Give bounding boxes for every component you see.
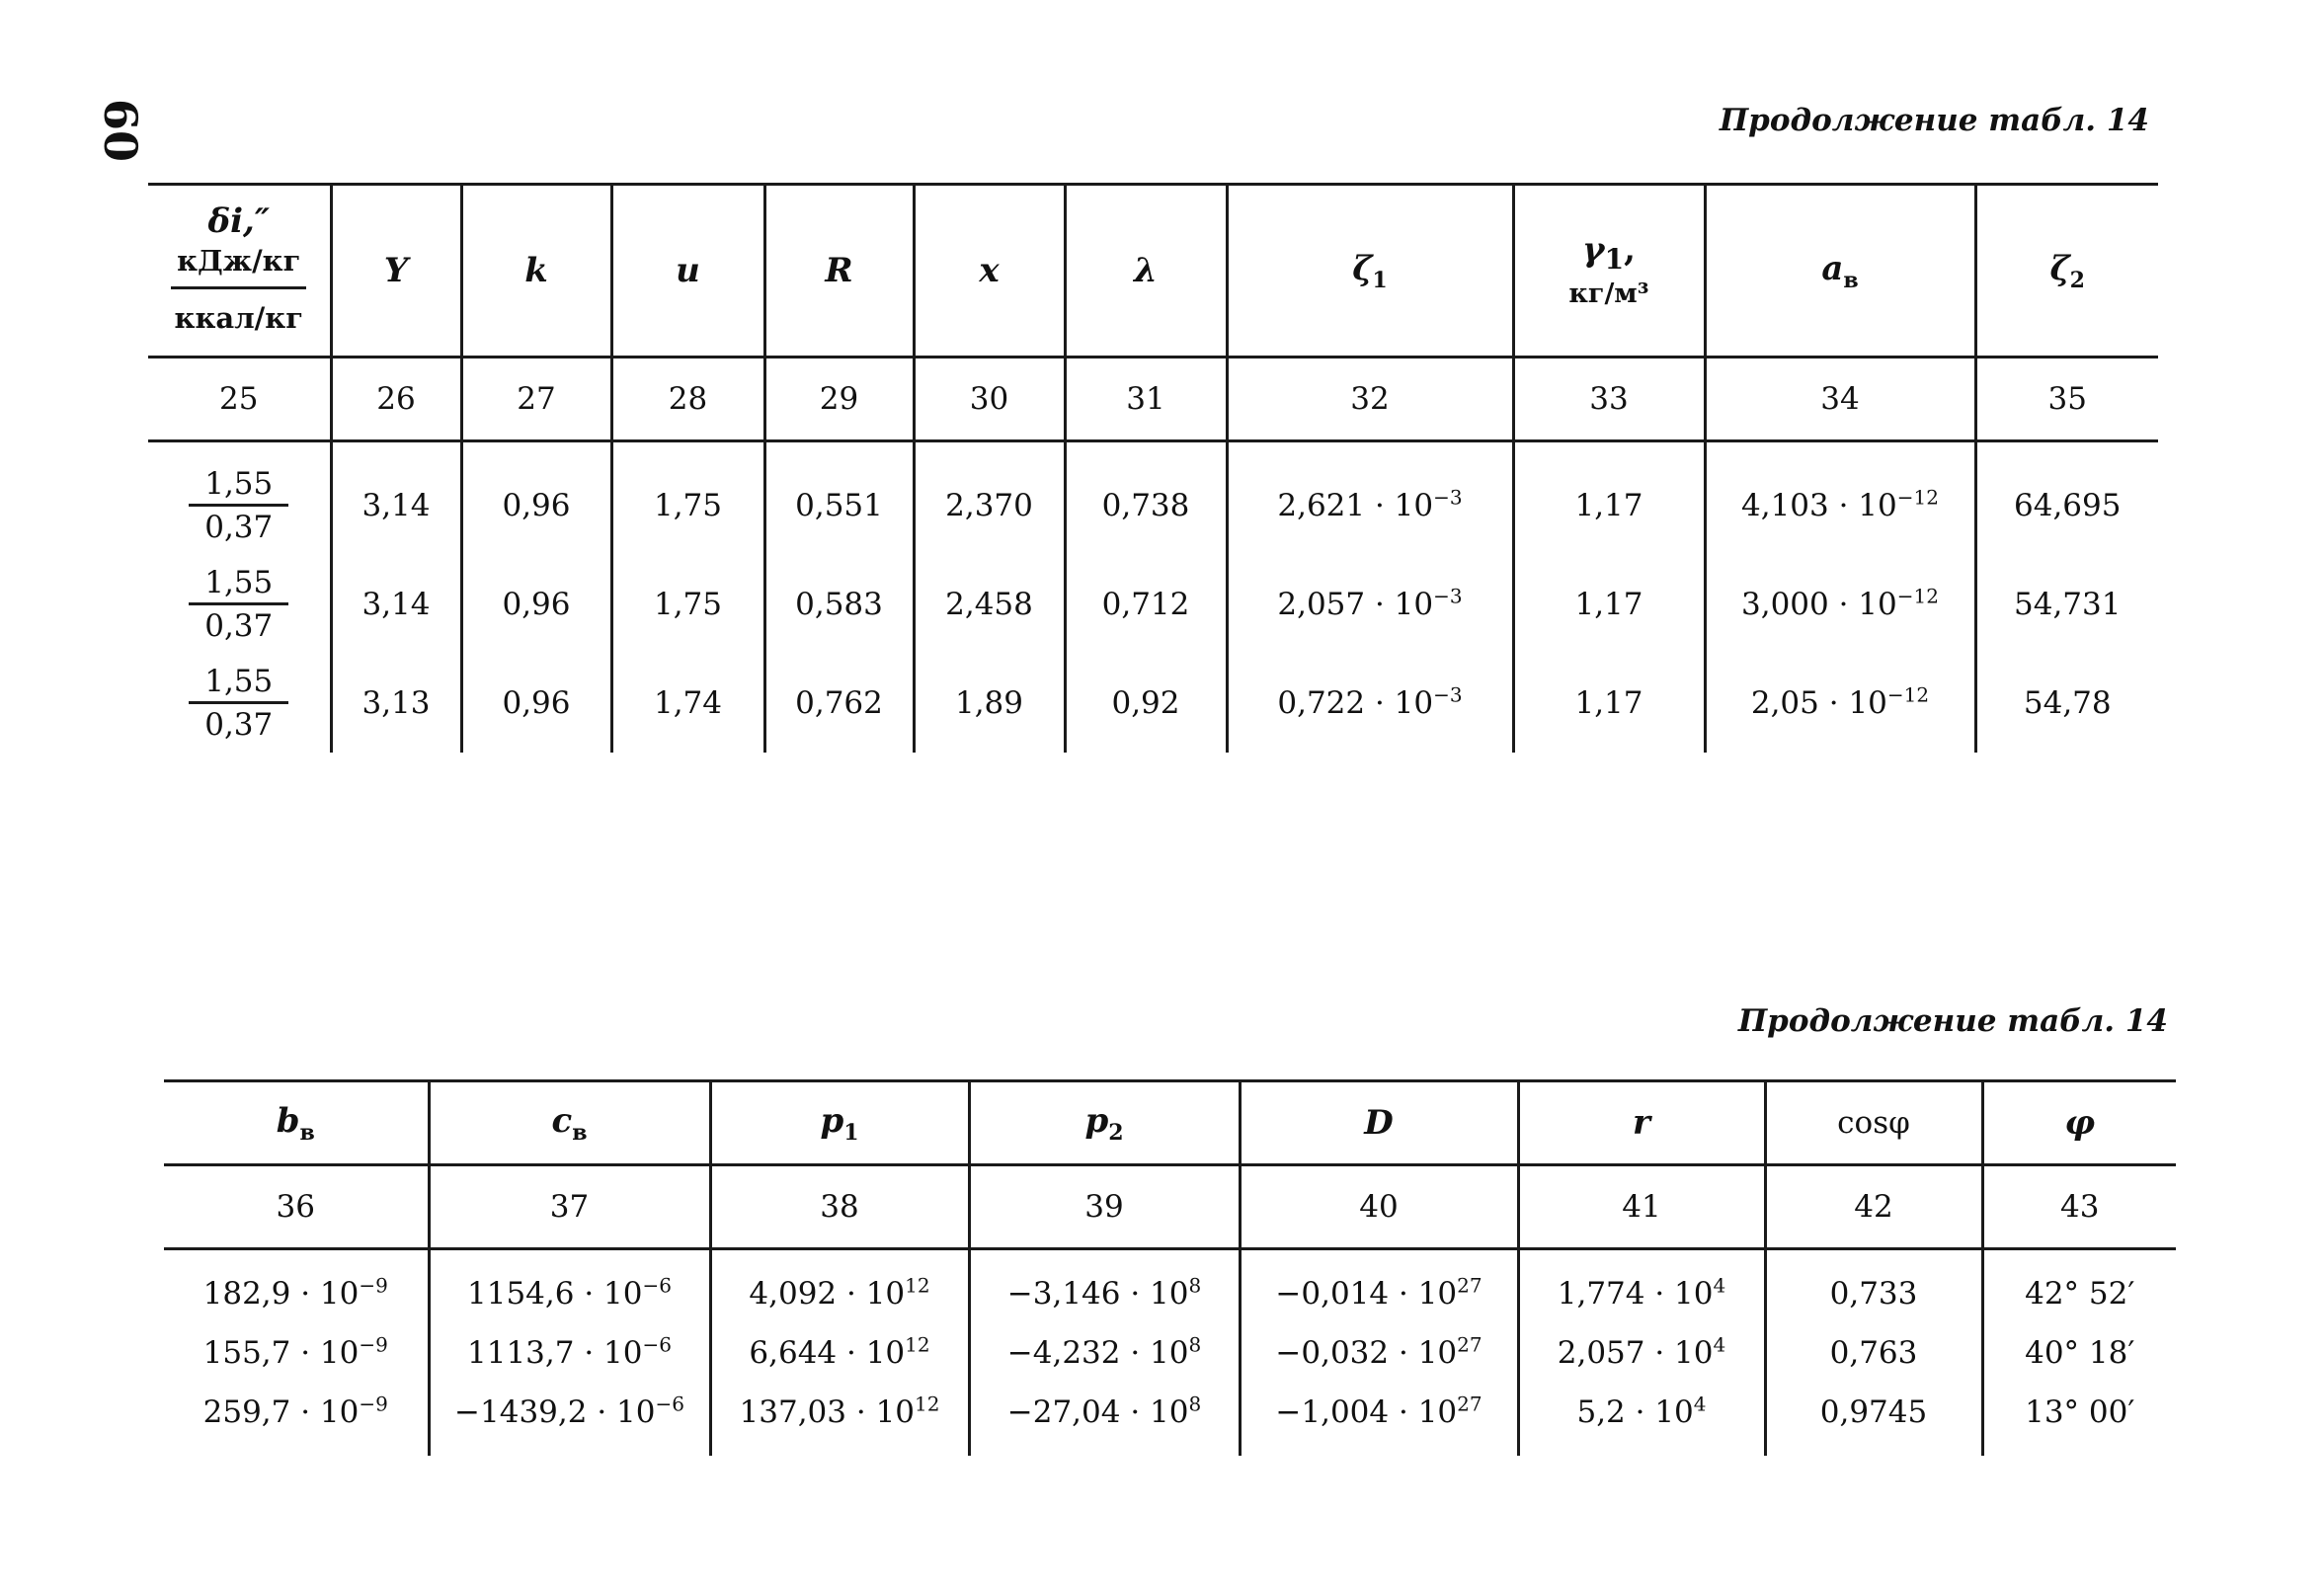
value-exponent: 12 — [905, 1273, 930, 1298]
value-exponent: −12 — [1896, 584, 1939, 608]
table-cell — [1705, 456, 1975, 555]
exponent-value — [1277, 584, 1463, 622]
table-cell — [1765, 1323, 1982, 1383]
value-base: 259,7 · 10 — [202, 1394, 360, 1430]
table-cell — [1065, 456, 1227, 555]
table-cell — [1705, 555, 1975, 654]
value-exponent: −3 — [1433, 485, 1463, 510]
header-cell — [1765, 1081, 1982, 1165]
value-base: −0,014 · 10 — [1275, 1276, 1458, 1312]
table-cell — [1240, 1383, 1518, 1442]
table-cell — [1240, 1264, 1518, 1323]
table-cell — [914, 456, 1065, 555]
table-cell — [1975, 456, 2158, 555]
page-number: 60 — [94, 99, 147, 163]
header-symbol — [551, 1100, 588, 1146]
table-cell — [969, 1383, 1240, 1442]
value-exponent: 4 — [1693, 1392, 1707, 1416]
exponent-value — [467, 1332, 672, 1371]
table-cell — [1513, 456, 1705, 555]
value-text: 3,13 — [361, 685, 431, 721]
value-text: 0,763 — [1829, 1335, 1918, 1371]
value-text: 0,583 — [795, 587, 883, 622]
value-text: 0,551 — [795, 488, 883, 523]
header-delta-i — [148, 201, 330, 341]
value-base: 1113,7 · 10 — [467, 1335, 643, 1371]
header-symbol — [825, 251, 852, 290]
symbol-subscript: в — [572, 1119, 588, 1146]
table-cell — [331, 654, 461, 753]
header-symbol — [1582, 230, 1636, 279]
exponent-value — [1277, 682, 1463, 721]
column-number: 27 — [461, 358, 611, 441]
value-base: −0,032 · 10 — [1275, 1335, 1458, 1371]
table-cell — [429, 1323, 710, 1383]
value-exponent: −9 — [359, 1332, 388, 1357]
value-exponent: 4 — [1713, 1332, 1726, 1357]
value-text: 3,14 — [361, 488, 431, 523]
exponent-value — [1741, 584, 1939, 622]
table-row — [148, 456, 2158, 555]
symbol-letter: p — [1084, 1100, 1109, 1141]
value-exponent: 27 — [1457, 1392, 1483, 1416]
value-text: 1,75 — [653, 488, 723, 523]
value-base: 6,644 · 10 — [749, 1335, 906, 1371]
header-cell — [1705, 185, 1975, 358]
header-cell — [969, 1081, 1240, 1165]
value-exponent: −12 — [1886, 682, 1930, 707]
symbol-suffix: , — [1624, 229, 1636, 270]
value-base: 1,774 · 10 — [1557, 1276, 1714, 1312]
fraction — [189, 563, 288, 647]
header-unit-bottom: ккал/кг — [174, 300, 303, 335]
symbol-subscript: в — [1843, 267, 1859, 293]
header-cell — [1240, 1081, 1518, 1165]
table-cell — [710, 1383, 969, 1442]
table-cell — [164, 1383, 429, 1442]
table-1-caption: Продолжение табл. 14 — [1719, 103, 2149, 138]
header-unit-top: кДж/кг — [171, 241, 306, 289]
table-row — [164, 1264, 2176, 1323]
header-symbol — [276, 1100, 315, 1146]
value-text: 0,733 — [1829, 1276, 1918, 1312]
table-cell — [461, 555, 611, 654]
header-symbol — [820, 1100, 859, 1146]
value-exponent: −3 — [1433, 584, 1463, 608]
column-number: 31 — [1065, 358, 1227, 441]
value-base: −1439,2 · 10 — [454, 1394, 656, 1430]
table-cell — [429, 1264, 710, 1323]
exponent-value — [1741, 485, 1939, 523]
table-cell — [611, 456, 764, 555]
table-1-header-row — [148, 185, 2158, 358]
fraction-denominator: 0,37 — [204, 607, 274, 644]
value-exponent: 27 — [1457, 1332, 1483, 1357]
header-cell — [1518, 1081, 1765, 1165]
value-text: 1,89 — [954, 685, 1024, 721]
exponent-value — [1275, 1332, 1483, 1371]
value-exponent: −6 — [642, 1273, 672, 1298]
symbol-letter: D — [1364, 1103, 1394, 1143]
column-number: 30 — [914, 358, 1065, 441]
table-row — [164, 1383, 2176, 1442]
symbol-letter: ζ — [2049, 248, 2070, 288]
exponent-value — [1750, 682, 1930, 721]
table-cell — [1518, 1323, 1765, 1383]
table-cell — [1705, 654, 1975, 753]
value-exponent: 8 — [1188, 1392, 1202, 1416]
header-symbol — [1084, 1100, 1124, 1146]
symbol-subscript: 1 — [843, 1119, 859, 1146]
value-base: 3,000 · 10 — [1741, 587, 1897, 622]
column-number: 38 — [710, 1165, 969, 1249]
value-text: 2,370 — [945, 488, 1033, 523]
value-text: 42° 52′ — [2025, 1276, 2135, 1312]
table-cell — [1982, 1264, 2176, 1323]
value-text: 1,74 — [653, 685, 723, 721]
table-cell — [331, 456, 461, 555]
header-cell — [429, 1081, 710, 1165]
value-exponent: −3 — [1433, 682, 1463, 707]
symbol-letter: b — [276, 1100, 300, 1141]
exponent-value — [467, 1273, 672, 1312]
fraction-denominator: 0,37 — [204, 509, 274, 545]
table-cell — [1065, 654, 1227, 753]
header-symbol — [1352, 248, 1388, 293]
symbol-letter: a — [1821, 248, 1844, 288]
symbol-letter: x — [979, 251, 1000, 290]
value-base: 5,2 · 10 — [1576, 1394, 1694, 1430]
fraction-numerator: 1,55 — [189, 563, 288, 605]
symbol-letter: λ — [1134, 251, 1158, 290]
value-text: 64,695 — [2014, 488, 2122, 523]
table-cell — [1227, 456, 1513, 555]
exponent-value — [1557, 1332, 1726, 1371]
fraction — [189, 464, 288, 548]
value-text: 54,731 — [2014, 587, 2122, 622]
table-cell — [148, 654, 331, 753]
table-cell — [1982, 1323, 2176, 1383]
value-exponent: 12 — [905, 1332, 930, 1357]
table-1 — [148, 183, 2158, 753]
exponent-value — [1006, 1273, 1202, 1312]
header-cell — [611, 185, 764, 358]
header-symbol — [1821, 248, 1859, 293]
value-base: 4,103 · 10 — [1741, 488, 1897, 523]
header-symbol — [1633, 1103, 1650, 1143]
exponent-value — [740, 1394, 940, 1430]
symbol-letter: φ — [2064, 1103, 2096, 1143]
value-base: 2,057 · 10 — [1277, 587, 1434, 622]
fraction — [189, 662, 288, 746]
table-cell — [764, 555, 914, 654]
value-exponent: −9 — [359, 1273, 388, 1298]
symbol-letter: ζ — [1352, 248, 1373, 288]
header-symbol — [384, 251, 408, 290]
table-cell — [1227, 654, 1513, 753]
table-cell — [1518, 1264, 1765, 1323]
value-exponent: −6 — [655, 1392, 684, 1416]
value-base: 2,057 · 10 — [1557, 1335, 1714, 1371]
header-cell — [710, 1081, 969, 1165]
table-cell — [164, 1323, 429, 1383]
header-symbol — [2049, 248, 2085, 293]
header-cell — [1982, 1081, 2176, 1165]
symbol-letter: k — [524, 251, 548, 290]
table-cell — [461, 456, 611, 555]
column-number: 40 — [1240, 1165, 1518, 1249]
exponent-value — [1275, 1273, 1483, 1312]
exponent-value — [1006, 1332, 1202, 1371]
header-symbol: δi,″ — [207, 200, 271, 241]
value-base: 1154,6 · 10 — [467, 1276, 643, 1312]
table-row — [164, 1323, 2176, 1383]
column-number: 35 — [1975, 358, 2158, 441]
header-cell — [914, 185, 1065, 358]
value-text: 0,96 — [502, 685, 571, 721]
value-base: −1,004 · 10 — [1275, 1394, 1458, 1430]
header-cell — [148, 185, 331, 358]
table-cell — [969, 1323, 1240, 1383]
header-symbol — [2064, 1103, 2095, 1143]
header-symbol — [676, 251, 700, 290]
value-base: 155,7 · 10 — [202, 1335, 360, 1371]
column-number: 41 — [1518, 1165, 1765, 1249]
value-base: 2,05 · 10 — [1750, 685, 1887, 721]
table-2 — [164, 1079, 2176, 1456]
symbol-letter: u — [676, 251, 700, 290]
table-cell — [764, 456, 914, 555]
column-number: 37 — [429, 1165, 710, 1249]
column-number: 28 — [611, 358, 764, 441]
exponent-value — [749, 1273, 930, 1312]
value-text: 0,96 — [502, 488, 571, 523]
table-row — [148, 654, 2158, 753]
value-base: 137,03 · 10 — [739, 1394, 916, 1430]
table-cell — [148, 555, 331, 654]
value-text: 2,458 — [945, 587, 1033, 622]
value-base: 0,722 · 10 — [1277, 685, 1434, 721]
value-text: 0,96 — [502, 587, 571, 622]
header-cell — [764, 185, 914, 358]
value-exponent: 4 — [1713, 1273, 1726, 1298]
table-cell — [148, 456, 331, 555]
value-text: 1,17 — [1574, 488, 1643, 523]
table-1-column-numbers — [148, 358, 2158, 441]
header-cell — [1975, 185, 2158, 358]
value-text: 1,75 — [653, 587, 723, 622]
exponent-value — [1275, 1394, 1482, 1430]
symbol-subscript: 2 — [2069, 267, 2085, 293]
value-exponent: −9 — [359, 1392, 388, 1416]
symbol-letter: R — [825, 251, 853, 290]
table-cell — [914, 555, 1065, 654]
symbol-subscript: 1 — [1604, 241, 1625, 276]
exponent-value — [749, 1332, 930, 1371]
header-gamma — [1515, 230, 1704, 312]
value-exponent: 8 — [1188, 1332, 1202, 1357]
header-cell — [1227, 185, 1513, 358]
symbol-letter: γ — [1581, 229, 1605, 270]
table-2-caption: Продолжение табл. 14 — [1737, 1003, 2168, 1039]
exponent-value — [1277, 485, 1463, 523]
header-symbol — [1364, 1103, 1393, 1143]
column-number: 42 — [1765, 1165, 1982, 1249]
symbol-subscript: 2 — [1108, 1119, 1124, 1146]
value-text: 0,738 — [1101, 488, 1190, 523]
column-number: 33 — [1513, 358, 1705, 441]
table-cell — [1975, 654, 2158, 753]
symbol-letter: Y — [383, 251, 409, 290]
column-number: 36 — [164, 1165, 429, 1249]
header-symbol: cosφ — [1837, 1105, 1910, 1141]
value-base: 2,621 · 10 — [1277, 488, 1434, 523]
exponent-value — [454, 1394, 684, 1430]
table-cell — [611, 654, 764, 753]
table-cell — [764, 654, 914, 753]
symbol-subscript: в — [299, 1119, 315, 1146]
table-row — [148, 555, 2158, 654]
value-exponent: 27 — [1457, 1273, 1483, 1298]
column-number: 29 — [764, 358, 914, 441]
value-text: 54,78 — [2023, 685, 2112, 721]
value-text: 1,17 — [1574, 587, 1643, 622]
value-text: 0,92 — [1111, 685, 1180, 721]
table-cell — [1518, 1383, 1765, 1442]
header-symbol — [1134, 251, 1158, 290]
value-text: 1,17 — [1574, 685, 1643, 721]
value-base: −27,04 · 10 — [1006, 1394, 1189, 1430]
symbol-subscript: 1 — [1372, 267, 1388, 293]
header-cell — [1513, 185, 1705, 358]
value-text: 13° 00′ — [2025, 1394, 2135, 1430]
value-text: 0,762 — [795, 685, 883, 721]
value-exponent: −6 — [642, 1332, 672, 1357]
table-cell — [429, 1383, 710, 1442]
table-cell — [710, 1323, 969, 1383]
value-base: 182,9 · 10 — [202, 1276, 360, 1312]
value-base: −3,146 · 10 — [1006, 1276, 1189, 1312]
table-cell — [611, 555, 764, 654]
value-exponent: 8 — [1188, 1273, 1202, 1298]
symbol-letter: c — [551, 1100, 573, 1141]
exponent-value — [1557, 1273, 1726, 1312]
header-symbol — [524, 251, 548, 290]
table-cell — [461, 654, 611, 753]
exponent-value — [203, 1394, 388, 1430]
table-cell — [1227, 555, 1513, 654]
value-base: −4,232 · 10 — [1006, 1335, 1189, 1371]
table-cell — [1765, 1383, 1982, 1442]
header-unit: кг/м³ — [1568, 279, 1649, 310]
header-cell — [164, 1081, 429, 1165]
value-exponent: 12 — [915, 1392, 940, 1416]
header-cell — [331, 185, 461, 358]
column-number: 43 — [1982, 1165, 2176, 1249]
exponent-value — [202, 1332, 388, 1371]
table-2-header-row — [164, 1081, 2176, 1165]
symbol-letter: p — [820, 1100, 844, 1141]
table-cell — [969, 1264, 1240, 1323]
exponent-value — [1007, 1394, 1201, 1430]
table-cell — [1982, 1383, 2176, 1442]
symbol-letter: r — [1633, 1103, 1650, 1143]
header-symbol — [979, 251, 999, 290]
exponent-value — [1576, 1394, 1706, 1430]
table-cell — [1240, 1323, 1518, 1383]
value-base: 4,092 · 10 — [749, 1276, 906, 1312]
table-cell — [164, 1264, 429, 1323]
header-cell — [1065, 185, 1227, 358]
table-2-column-numbers — [164, 1165, 2176, 1249]
fraction-denominator: 0,37 — [204, 706, 274, 743]
table-cell — [1513, 654, 1705, 753]
header-cell — [461, 185, 611, 358]
column-number: 26 — [331, 358, 461, 441]
column-number: 32 — [1227, 358, 1513, 441]
column-number: 39 — [969, 1165, 1240, 1249]
table-cell — [331, 555, 461, 654]
value-exponent: −12 — [1896, 485, 1939, 510]
fraction-numerator: 1,55 — [189, 662, 288, 704]
column-number: 34 — [1705, 358, 1975, 441]
table-cell — [914, 654, 1065, 753]
value-text: 40° 18′ — [2025, 1335, 2135, 1371]
fraction-numerator: 1,55 — [189, 464, 288, 507]
exponent-value — [202, 1273, 388, 1312]
value-text: 0,9745 — [1819, 1394, 1928, 1430]
table-cell — [1065, 555, 1227, 654]
value-text: 3,14 — [361, 587, 431, 622]
column-number: 25 — [148, 358, 331, 441]
table-cell — [1513, 555, 1705, 654]
value-text: 0,712 — [1101, 587, 1190, 622]
table-cell — [1765, 1264, 1982, 1323]
table-cell — [1975, 555, 2158, 654]
table-cell — [710, 1264, 969, 1323]
